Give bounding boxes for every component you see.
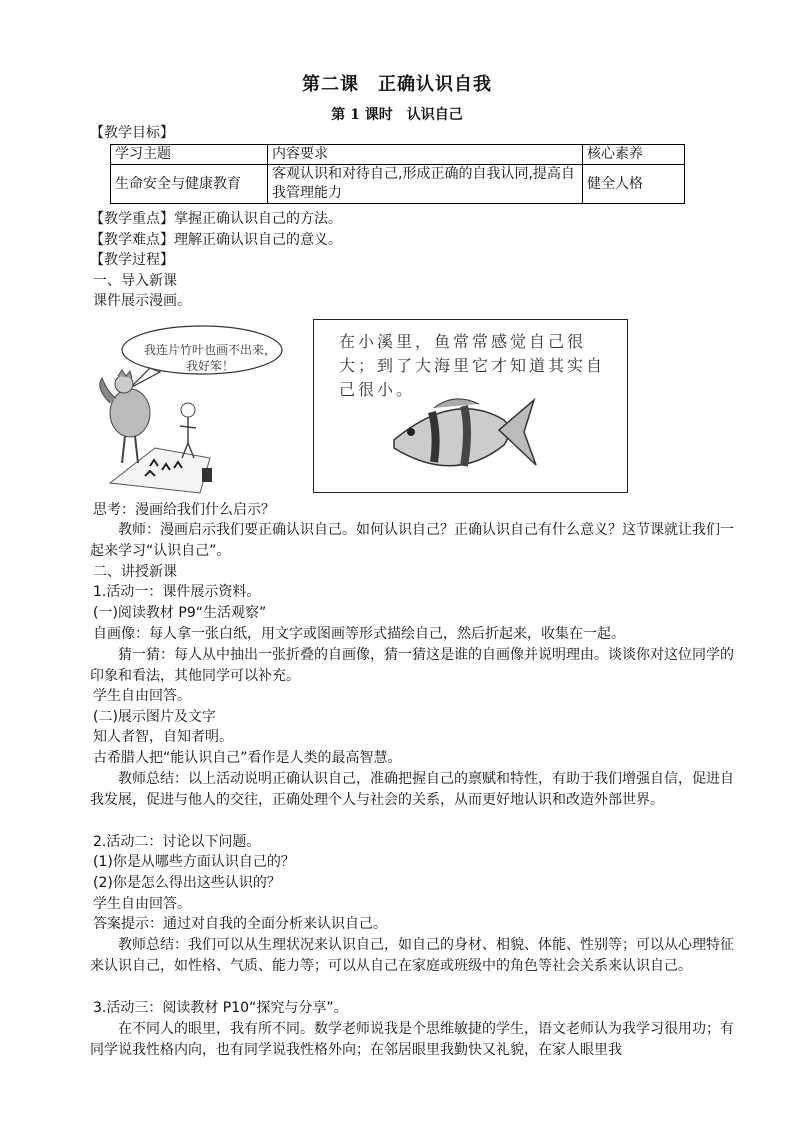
key-point: 【教学重点】掌握正确认识自己的方法。 [90,211,342,227]
table-header-cell: 学习主题 [111,145,268,165]
table-cell-theme: 生命安全与健康教育 [111,165,268,204]
greek-text: 古希腊人把“能认识自己”看作是人类的最高智慧。 [93,750,402,766]
objectives-table [110,144,685,204]
fish-caption: 在小溪里，鱼常常感觉自己很大；到了大海里它才知道其实自己很小。 [339,332,606,399]
summary1-paragraph [90,769,735,810]
activity1-heading: 1.活动一：课件展示资料。 [93,584,261,600]
teacher-intro-paragraph [90,520,735,561]
question-2: (2)你是怎么得出这些认识的？ [93,875,281,891]
lesson-subtitle: 第 1 课时 认识自己 [331,107,463,123]
self-portrait-text: 自画像：每人拿一张白纸，用文字或图画等形式描绘自己，然后折起来，收集在一起。 [93,626,625,642]
activity2-heading: 2.活动二：讨论以下问题。 [93,834,261,850]
quote-text: 知人者智，自知者明。 [93,729,233,745]
new-lesson-heading: 二、讲授新课 [93,564,177,580]
activity3-paragraph [90,1019,735,1060]
answer-free-1: 学生自由回答。 [93,688,191,704]
activity1-part1: (一)阅读教材 P9“生活观察” [93,605,267,621]
show-comic-text: 课件展示漫画。 [93,293,191,309]
summary1-text: 教师总结：以上活动说明正确认识自己，准确把握自己的禀赋和特性，有助于我们增强自信，促进自我发展，促进与他人的交往，正确处理个人与社会的关系，从而更好地认识和改造外部世界。 [90,771,734,808]
table-header-cell: 核心素养 [583,145,685,165]
table-header-row [111,145,685,165]
fish-comic [313,319,628,493]
process-heading: 【教学过程】 [90,252,174,268]
summary2-text: 教师总结：我们可以从生理状况来认识自己，如自己的身材、相貌、体能、性别等；可以从心理特征来认识自己，如性格、气质、能力等；可以从自己在家庭或班级中的角色等社会关系来认识自己。 [90,937,734,974]
answer-hint: 答案提示：通过对自我的全面分析来认识自己。 [93,916,387,932]
activity3-heading: 3.活动三：阅读教材 P10“探究与分享”。 [93,1000,348,1016]
table-header-cell: 内容要求 [268,145,583,165]
difficulty: 【教学难点】理解正确认识自己的意义。 [90,232,342,248]
teacher-intro-text: 教师：漫画启示我们要正确认识自己。如何认识自己？正确认识自己有什么意义？这节课就让我们一起来学习“认识自己”。 [90,522,734,559]
table-cell-requirement: 客观认识和对待自己,形成正确的自我认同,提高自我管理能力 [268,165,583,204]
activity1-part2: (二)展示图片及文字 [93,709,216,725]
activity3-text: 在不同人的眼里，我有所不同。数学老师说我是个思维敏捷的学生，语文老师认为我学习很用功；有同学说我性格内向，也有同学说我性格外向；在邻居眼里我勤快又礼貌，在家人眼里我 [90,1021,734,1058]
lesson-title: 第二课 正确认识自我 [302,74,492,95]
guess-paragraph [90,645,735,686]
answer-free-2: 学生自由回答。 [93,896,191,912]
table-row [111,165,685,204]
rooster-comic [90,318,290,498]
question-1: (1)你是从哪些方面认识自己的？ [93,854,295,870]
think-question: 思考：漫画给我们什么启示？ [93,502,275,518]
fish-illustration [314,320,627,492]
intro-heading: 一、导入新课 [93,273,177,289]
rooster-speech-bubble: 我连片竹叶也画不出来，我好笨！ [143,343,276,373]
guess-text: 猜一猜：每人从中抽出一张折叠的自画像，猜一猜这是谁的自画像并说明理由。谈谈你对这位同学的印象和看法，其他同学可以补充。 [90,647,734,684]
summary2-paragraph [90,935,735,976]
objectives-heading: 【教学目标】 [90,125,174,141]
table-cell-literacy: 健全人格 [583,165,685,204]
